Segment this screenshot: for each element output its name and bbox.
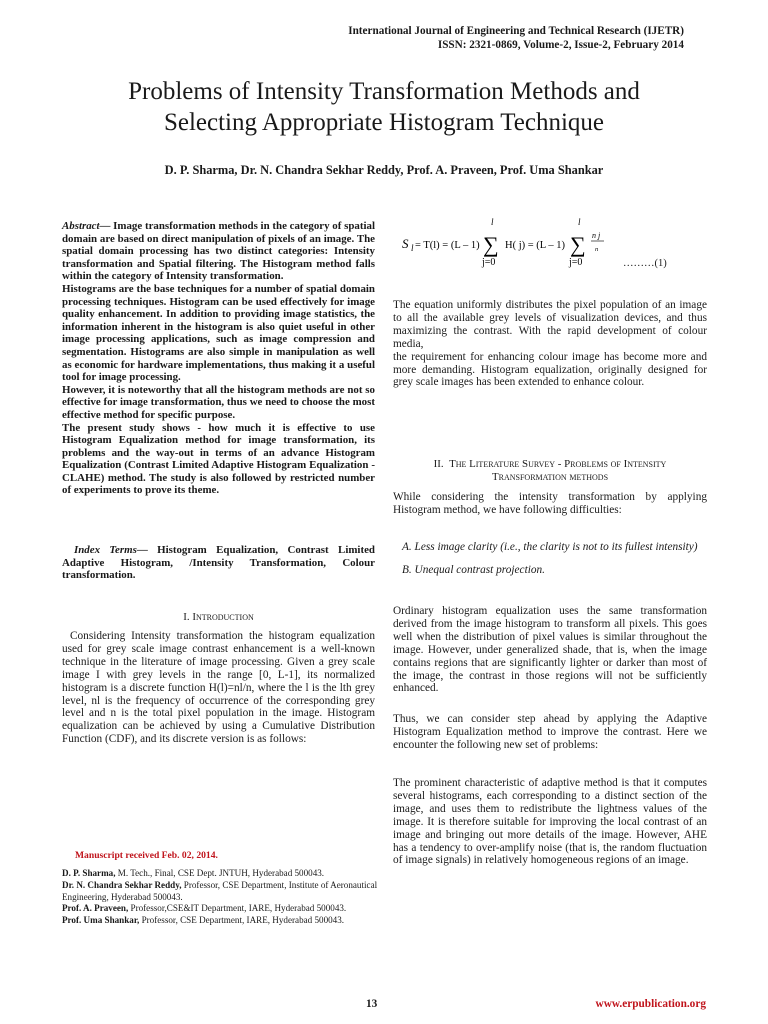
journal-issn: ISSN: 2321-0869, Volume-2, Issue-2, February 2014 [437,39,684,51]
eq-part1: = T(l) = (L – 1) [415,240,480,251]
list-item: B. Unequal contrast projection. [402,563,545,576]
right-para-1a: The equation uniformly distributes the pixel population of an image to all the available grey levels of visualization devices, and thus maximizing the contrast. With the rapid development of colour media, [393,299,707,350]
publisher-site-link[interactable]: www.erpublication.org [595,998,706,1010]
index-terms [62,544,375,582]
affiliation-item [62,903,382,915]
journal-name: International Journal of Engineering and Technical Research (IJETR) [348,25,684,37]
eq-part2: H( j) = (L – 1) [505,240,566,251]
intro-number: I. [183,611,190,623]
abstract-p4: The present study shows - how much it is effective to use Histogram Equalization method for image transformation, its problems and the way-out in terms of an advance Histogram Equalization (Contrast Limited Adaptive Histogram Equalization -CLAHE) method. The study is also followed by restricted number of experiments to prove its theme. [62,421,375,497]
abstract-p1-text: Image transformation methods in the category of spatial domain are based on direct manipulation of pixels of an image. The spatial domain processing has two distinct categories: Intensity transformation and Spatial filtering. The Histogram method falls within the category of Intensity transformation. [62,220,375,283]
section-2-number: II. [433,458,444,470]
section-2-title-cont: Transformation methods [491,471,609,483]
eq-lhs-sub: l [411,243,414,253]
eq-sum2-bottom: j=0 [569,257,583,268]
affiliation-text: Professor, CSE Department, IARE, Hyderabad 500043. [139,915,345,926]
intro-title: Introduction [192,611,254,623]
section-2-title: The Literature Survey - Problems of Intensity [449,458,667,470]
abstract-p3: However, it is noteworthy that all the histogram methods are not so effective for image transformation, thus we need to choose the most effective method for specific purpose. [62,383,375,421]
right-para-3: Ordinary histogram equalization uses the same transformation derived from the image histogram to transform all pixels. This goes well when the distribution of pixel values is similar throughout the image. However, under generalized shade, that is, when the image contains regions that are significantly lighter or darker than most of the image, the contrast in those regions will not be sufficiently enhanced. [393,605,707,695]
intro-heading [62,611,375,624]
right-para-1b: the requirement for enhancing colour image has become more and more demanding. Histogram equalization, originally designed for grey scale images has been extended to enhance colour. [393,350,707,389]
journal-header [348,24,684,52]
right-para-2: While considering the intensity transformation by applying Histogram method, we have following difficulties: [393,491,707,516]
list-item: A. Less image clarity (i.e., the clarity is not to its fullest intensity) [402,541,698,553]
title-line-2: Selecting Appropriate Histogram Technique [163,109,605,136]
eq-sum2-sigma: ∑ [570,232,586,257]
eq-lhs: S [402,236,409,251]
right-para-5: The prominent characteristic of adaptive method is that it computes several histograms, each corresponding to a distinct section of the image, and uses them to redistribute the lightness values of the image. It is therefore suitable for improving the local contrast of an image and bringing out more details of the image. However, AHE has a tendency to over-amplify noise (that is, the random fluctuation of image signals) in relatively homogeneous regions of an image. [393,777,707,867]
abstract-lead: Abstract [62,220,100,232]
right-para-4: Thus, we can consider step ahead by applying the Adaptive Histogram Equalization method to improve the contrast. Here we encounter the following new set of problems: [393,713,707,751]
eq-frac-num: n j [592,231,601,240]
affiliation-text: Professor,CSE&IT Department, IARE, Hyderabad 500043. [128,903,347,914]
index-terms-lead: Index Terms [74,544,137,556]
difficulties-list [402,541,707,587]
eq-sum1-sigma: ∑ [483,232,499,257]
affiliation-name: Prof. Uma Shankar, [62,915,140,926]
affiliations [62,868,382,927]
abstract-dash: — [99,220,114,232]
affiliation-text: Professor, CSE Department, Institute of Aeronautical Engineering, Hyderabad 500043. [62,879,378,902]
affiliation-name: Prof. A. Praveen, [62,903,129,914]
affiliation-name: D. P. Sharma, [62,868,116,878]
affiliation-name: Dr. N. Chandra Sekhar Reddy, [62,879,182,890]
eq-sum2-top: l [578,218,581,227]
manuscript-received: Manuscript received Feb. 02, 2014. [75,850,218,861]
abstract-p1 [62,220,375,283]
abstract-p2: Histograms are the base techniques for a number of spatial domain processing techniques. Histogram can be used effectively for image quality enhancement. In addition to providing image statistics, the information inherent in the histogram is also quiet useful in other image processing applications, such as image compression and segmentation. Histograms are also simple in manipulation as well as economic for hardware implementations, thus making it a useful tool for image processing. [62,282,375,384]
affiliation-item [62,915,382,927]
section-2-heading [393,458,707,484]
affiliation-item [62,880,382,904]
affiliation-text: M. Tech., Final, CSE Dept. JNTUH, Hyderabad 500043. [115,868,325,878]
affiliation-item [62,868,382,880]
intro-body-text: Considering Intensity transformation the histogram equalization used for grey scale image contrast enhancement is a well-known technique in the literature of image processing. Given a grey scale image I with grey levels in the range [0, L-1], its normalized histogram is a discrete function H(l)=nl/n, where the l is the lth grey level, nl is the frequency of occurrence of the corresponding grey level and n is the total pixel population in the image. Histogram equalization can be achieved by using a Cumulative Distribution Function (CDF), and its discrete version is as follows: [62,630,375,746]
authors: D. P. Sharma, Dr. N. Chandra Sekhar Reddy, Prof. A. Praveen, Prof. Uma Shankar [164,163,604,177]
abstract [62,220,375,497]
right-para-1 [393,299,707,389]
title-line-1: Problems of Intensity Transformation Methods and [128,78,640,105]
eq-frac-den: n [595,246,599,253]
intro-body [62,630,375,746]
index-terms-dash: — [136,544,158,556]
page-number: 13 [366,998,378,1010]
section-2-line-1 [393,458,707,471]
paper-title [40,76,728,138]
eq-sum1-bottom: j=0 [482,257,496,268]
eq-sum1-top: l [491,218,494,227]
equation-number: ………(1) [623,258,667,269]
index-terms-text: Histogram Equalization, Contrast Limited Adaptive Histogram, /Intensity Transformation, Colour transformation. [62,544,375,582]
